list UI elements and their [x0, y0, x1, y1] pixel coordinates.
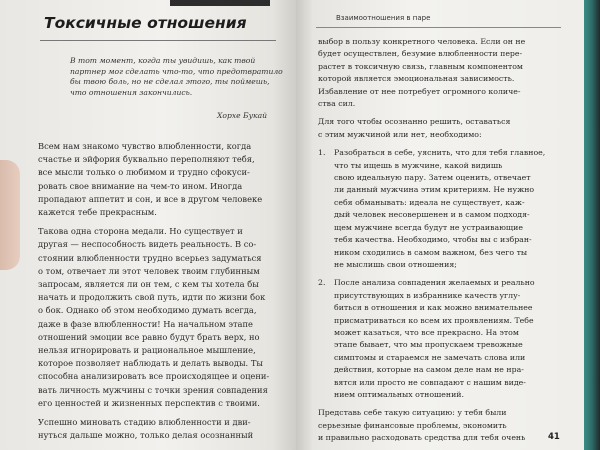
list-item	[318, 277, 570, 401]
text-line: себя обманывать: идеала не существует, каж-	[334, 197, 525, 207]
header-divider	[316, 27, 561, 28]
text-line: даже в фазе влюбленности! На начальном этапе	[38, 318, 253, 329]
quote-line: партнер мог сделать что-то, что предотвратило	[70, 66, 283, 76]
running-header: Взаимоотношения в паре	[336, 14, 431, 22]
text-line: все мысли только о любимом и трудно сфокуси-	[38, 167, 250, 178]
text-line: нельзя игнорировать и рациональное мышление,	[38, 345, 256, 356]
text-line: действия, которые на самом деле нам не нра-	[334, 365, 524, 375]
text-line: вятся или просто не совпадают с нашим виде-	[334, 377, 526, 387]
text-line: нуться дальше можно, только делая осознанный	[38, 430, 254, 441]
text-line: ства сил.	[318, 99, 356, 109]
left-page	[0, 0, 296, 450]
text-line: Избавление от нее потребует огромного количе-	[318, 86, 521, 96]
text-line: пропадают аппетит и сон, и все в другом человеке	[38, 193, 263, 204]
right-body-text	[318, 36, 570, 445]
text-line: способна анализировать все происходящее и оцени-	[38, 371, 270, 382]
text-line: ровать свое внимание на чем-то ином. Иногда	[38, 180, 243, 191]
text-line: этапе бывает, что мы пропускаем тревожные	[334, 340, 523, 350]
page-number: 41	[548, 432, 560, 442]
title-divider	[40, 40, 276, 41]
text-line: кажется тебе прекрасным.	[38, 207, 157, 218]
text-line: После анализа совпадения желаемых и реально	[334, 278, 535, 288]
text-line: Всем нам знакомо чувство влюбленности, когда	[38, 141, 252, 151]
text-line: присматриваться ко всем их проявлениям. Тебе	[334, 315, 534, 325]
text-line: нием оптимальных отношений.	[334, 389, 464, 399]
chapter-title: Токсичные отношения	[44, 14, 247, 32]
list-item	[318, 147, 570, 271]
text-line: запросам, является ли он тем, с кем ты хотела бы	[38, 279, 259, 290]
previous-page-edge	[170, 0, 270, 6]
epigraph-quote	[70, 56, 283, 98]
quote-author: Хорхе Букай	[217, 111, 267, 120]
text-line: симптомы и стараемся не замечать слова или	[334, 352, 526, 362]
text-line: Успешно миновать стадию влюбленности и дви-	[38, 417, 251, 428]
quote-line: В тот момент, когда ты увидишь, как твой	[70, 56, 256, 65]
text-line: дый человек несовершенен и в самом подходя-	[334, 210, 530, 220]
text-line: ли данный мужчина этим критериям. Не нужно	[334, 185, 535, 195]
text-line: отношений эмоции все равно будут брать верх, но	[38, 331, 260, 342]
text-line: которое позволяет наблюдать и делать выводы. Ты	[38, 358, 263, 369]
text-line: что ты ищешь в мужчине, какой видишь	[334, 160, 503, 170]
text-line: щем мужчине всегда будут не устраивающие	[334, 222, 523, 232]
text-line: Представь себе такую ситуацию: у тебя были	[318, 408, 507, 418]
text-line: Разобраться в себе, уяснить, что для тебя главное,	[334, 148, 546, 158]
text-line: может казаться, что все прекрасно. На этом	[334, 327, 519, 337]
text-line: не мыслишь свои отношения;	[334, 259, 457, 269]
text-line: и правильно расходовать средства для тебя очень	[318, 433, 526, 443]
quote-line: что отношения закончились.	[70, 87, 193, 97]
text-line: о бок. Однако об этом необходимо думать всегда,	[38, 305, 257, 316]
text-line: с этим мужчиной или нет, необходимо:	[318, 129, 482, 139]
text-line: счастье и эйфория буквально переполняют тебя,	[38, 154, 255, 165]
text-line: другая — неспособность видеть реальность. В со-	[38, 239, 257, 250]
text-line: будет осуществлен, безумие влюбленности пере-	[318, 49, 523, 59]
text-line: ником сходились в самом важном, без чего ты	[334, 247, 528, 257]
text-line: стоянии влюбленности трудно всерьез задуматься	[38, 252, 262, 263]
list-number: 1.	[318, 148, 326, 158]
text-line: тебя качества. Необходимо, чтобы вы с избран-	[334, 235, 532, 245]
list-number: 2.	[318, 278, 326, 288]
text-line: Для того чтобы осознанно решить, оставаться	[318, 117, 511, 127]
thumb-overlay	[0, 160, 20, 270]
book-cover-edge	[584, 0, 600, 450]
text-line: его ценностей и жизненных перспектив с твоими.	[38, 397, 260, 408]
text-line: свою идеальную пару. Затем оценить, отвечает	[334, 173, 531, 183]
text-line: биться в отношения и как можно внимательнее	[334, 303, 533, 313]
text-line: о том, отвечает ли этот человек твоим глубинным	[38, 265, 260, 276]
text-line: выбор в пользу конкретного человека. Если он не	[318, 37, 526, 46]
right-page	[296, 0, 584, 450]
text-line: которой является эмоциональная зависимость.	[318, 74, 515, 84]
left-body-text	[38, 140, 286, 442]
text-line: начать и продолжить свой путь, идти по жизни бок	[38, 292, 266, 303]
text-line: растет в токсичную связь, главным компонентом	[318, 61, 523, 71]
text-line: присутствующих в избраннике качеств углу-	[334, 290, 521, 300]
quote-line: бы твою боль, но не сделал этого, ты поймешь,	[70, 77, 270, 87]
text-line: Такова одна сторона медали. Но существует и	[38, 226, 243, 237]
text-line: вать личность мужчины с точки зрения совпадения	[38, 384, 268, 395]
text-line: серьезные финансовые проблемы, экономить	[318, 420, 507, 430]
